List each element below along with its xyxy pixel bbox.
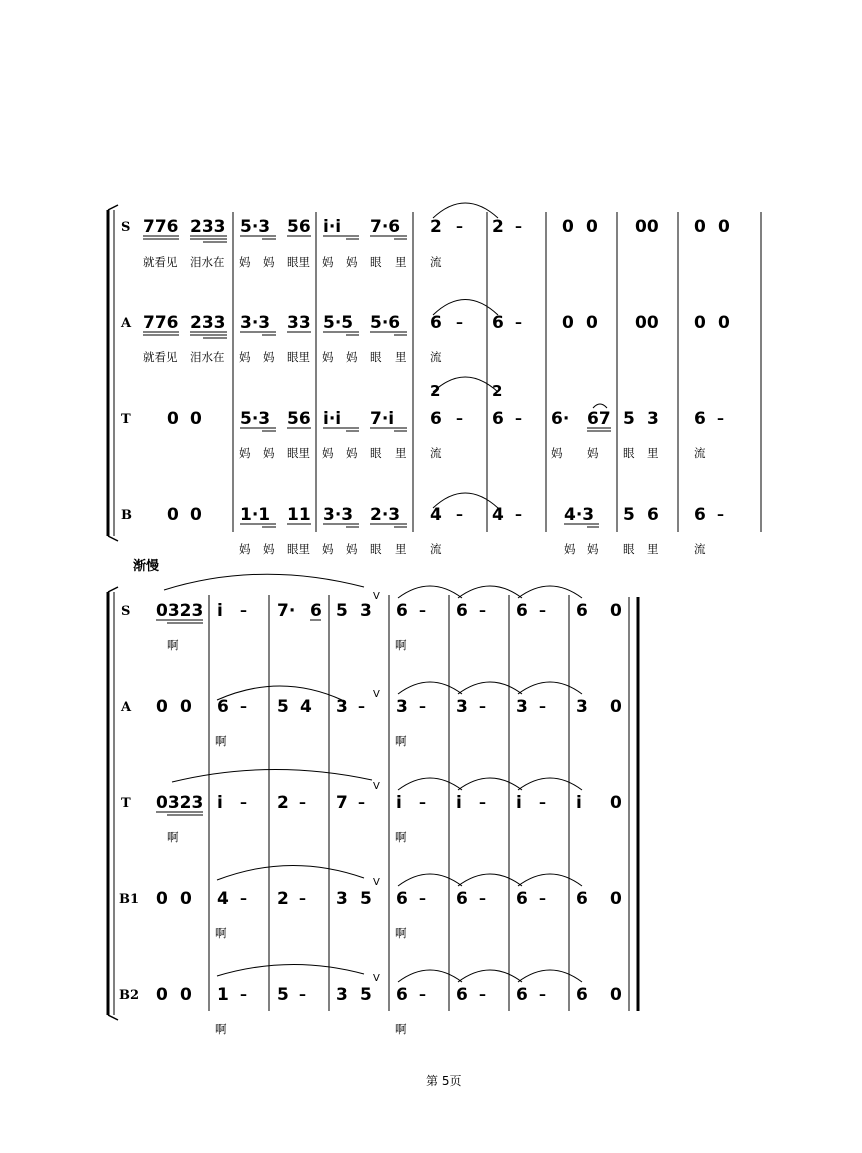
note: 6 — [694, 505, 706, 525]
lyric: 眼 — [370, 542, 382, 556]
note: 2 — [492, 217, 504, 237]
note: 5·3 — [240, 217, 271, 237]
tempo-marking: 渐慢 — [133, 559, 160, 574]
note: 67 — [587, 409, 611, 429]
note: 0 — [180, 985, 192, 1005]
note-dash: – — [479, 699, 486, 715]
note: 776 — [143, 313, 179, 333]
note: i — [396, 793, 402, 813]
lyric: 里 — [395, 542, 407, 556]
note: 6 — [217, 697, 229, 717]
note: 5 — [336, 601, 348, 621]
note: 6 — [492, 409, 504, 429]
note: 0 — [190, 505, 202, 525]
note-dash: – — [479, 603, 486, 619]
lyric: 妈 — [587, 542, 599, 556]
note-dash: – — [515, 219, 522, 235]
lyric: 啊 — [395, 638, 407, 652]
note: 0323 — [156, 793, 204, 813]
note: 3 — [576, 697, 588, 717]
note: 6 — [694, 409, 706, 429]
note: 1·1 — [240, 505, 271, 525]
lyric: 流 — [430, 542, 442, 556]
lyric: 妈 — [239, 255, 251, 269]
note-dash: – — [419, 699, 426, 715]
note: 1 — [217, 985, 229, 1005]
note: 0 — [718, 313, 730, 333]
lyric: 流 — [430, 255, 442, 269]
note: 2 — [277, 793, 289, 813]
note-dash: – — [299, 891, 306, 907]
note: 4 — [217, 889, 229, 909]
lyric: 泪水在 — [190, 350, 225, 364]
note: 0 — [586, 217, 598, 237]
note: 0 — [156, 889, 168, 909]
lyric: 妈 — [263, 255, 275, 269]
lyric: 妈 — [587, 446, 599, 460]
note: 2 — [277, 889, 289, 909]
note: 3 — [360, 601, 372, 621]
lyric: 流 — [430, 350, 442, 364]
note: 0 — [586, 313, 598, 333]
note: 6 — [456, 985, 468, 1005]
note: 33 — [287, 313, 311, 333]
lyric: 啊 — [395, 830, 407, 844]
note: 6 — [396, 601, 408, 621]
note: 0 — [562, 217, 574, 237]
lyric: 妈 — [551, 446, 563, 460]
note: 0 — [694, 313, 706, 333]
note-dash: – — [479, 891, 486, 907]
note: 4·3 — [564, 505, 595, 525]
lyric: 妈 — [239, 542, 251, 556]
note-dash: – — [717, 411, 724, 427]
lyric: 眼里 — [287, 446, 310, 460]
note: i — [217, 601, 223, 621]
lyric: 啊 — [395, 734, 407, 748]
note: 6 — [576, 601, 588, 621]
lyric: 妈 — [322, 255, 334, 269]
lyric: 妈 — [263, 542, 275, 556]
lyric: 啊 — [395, 926, 407, 940]
lyric: 啊 — [167, 830, 179, 844]
note: i — [576, 793, 582, 813]
voice-label-B2: B2 — [119, 988, 140, 1003]
note: 7 — [336, 793, 348, 813]
note: 5·3 — [240, 409, 271, 429]
note: 0 — [610, 985, 622, 1005]
lyric: 啊 — [395, 1022, 407, 1036]
note: 6 — [396, 889, 408, 909]
note: 5 — [277, 697, 289, 717]
note: 6 — [456, 889, 468, 909]
lyric: 妈 — [263, 350, 275, 364]
voice-label-A: A — [121, 700, 132, 715]
note-upper: 2 — [430, 382, 441, 400]
note-dash: – — [539, 603, 546, 619]
note-dash: – — [456, 507, 463, 523]
note-dash: – — [358, 699, 365, 715]
note: 00 — [635, 313, 659, 333]
note: 0 — [610, 889, 622, 909]
note: i — [456, 793, 462, 813]
note: 5 — [623, 409, 635, 429]
note: 4 — [492, 505, 504, 525]
lyric: 眼 — [370, 350, 382, 364]
lyric: 啊 — [215, 1022, 227, 1036]
lyric: 妈 — [346, 446, 358, 460]
note: 6 — [492, 313, 504, 333]
note: 6 — [516, 985, 528, 1005]
lyric: 泪水在 — [190, 255, 225, 269]
lyric: 里 — [395, 446, 407, 460]
note: 3 — [516, 697, 528, 717]
note: 7·i — [370, 409, 395, 429]
note: 5 — [360, 889, 372, 909]
note-dash: – — [358, 795, 365, 811]
note: 4 — [300, 697, 312, 717]
lyric: 妈 — [322, 350, 334, 364]
lyric: 妈 — [564, 542, 576, 556]
note: 0 — [610, 601, 622, 621]
note: 6 — [430, 313, 442, 333]
lyric: 里 — [395, 255, 407, 269]
lyric: 就看见 — [143, 350, 178, 364]
note: 3 — [336, 697, 348, 717]
note: 6 — [516, 889, 528, 909]
lyric: 眼 — [370, 255, 382, 269]
lyric: 流 — [694, 542, 706, 556]
note-dash: – — [479, 795, 486, 811]
note: 6 — [396, 985, 408, 1005]
note: 233 — [190, 217, 226, 237]
note: 3 — [336, 985, 348, 1005]
note-dash: – — [240, 795, 247, 811]
note: 0 — [610, 697, 622, 717]
note-dash: – — [539, 795, 546, 811]
breath-mark: V — [373, 973, 380, 984]
note: 0 — [562, 313, 574, 333]
note: 0 — [167, 409, 179, 429]
lyric: 眼里 — [287, 350, 310, 364]
note: 0 — [190, 409, 202, 429]
note: i·i — [323, 409, 342, 429]
voice-label-A: A — [121, 316, 132, 331]
voice-label-T: T — [121, 412, 131, 427]
breath-mark: V — [373, 689, 380, 700]
note-dash: – — [539, 891, 546, 907]
note: 0 — [718, 217, 730, 237]
note: 5·6 — [370, 313, 401, 333]
note: 0 — [610, 793, 622, 813]
note: 5 — [623, 505, 635, 525]
lyric: 眼 — [370, 446, 382, 460]
note-dash: – — [515, 411, 522, 427]
note: 233 — [190, 313, 226, 333]
note: 7· — [277, 601, 296, 621]
note-dash: – — [456, 219, 463, 235]
note-dash: – — [419, 795, 426, 811]
note: 3·3 — [323, 505, 354, 525]
note-dash: – — [479, 987, 486, 1003]
note-dash: – — [419, 603, 426, 619]
lyric: 妈 — [239, 446, 251, 460]
note: 6 — [456, 601, 468, 621]
lyric: 妈 — [239, 350, 251, 364]
note: 6 — [310, 601, 322, 621]
note: 6 — [647, 505, 659, 525]
lyric: 就看见 — [143, 255, 178, 269]
lyric: 妈 — [346, 255, 358, 269]
note-dash: – — [240, 699, 247, 715]
lyric: 眼里 — [287, 255, 310, 269]
note: 0 — [156, 985, 168, 1005]
note-dash: – — [515, 315, 522, 331]
lyric: 流 — [430, 446, 442, 460]
note: 0 — [694, 217, 706, 237]
note-dash: – — [456, 411, 463, 427]
note-dash: – — [240, 987, 247, 1003]
breath-mark: V — [373, 781, 380, 792]
note: i — [217, 793, 223, 813]
note: i·i — [323, 217, 342, 237]
note: 0323 — [156, 601, 204, 621]
voice-label-T: T — [121, 796, 131, 811]
page-number: 第 5页 — [426, 1074, 462, 1088]
note-dash: – — [419, 987, 426, 1003]
note-dash: – — [539, 987, 546, 1003]
lyric: 妈 — [322, 446, 334, 460]
lyric: 里 — [647, 446, 659, 460]
note: i — [516, 793, 522, 813]
note-dash: – — [539, 699, 546, 715]
note: 6 — [430, 409, 442, 429]
note: 0 — [180, 697, 192, 717]
lyric: 眼 — [623, 542, 635, 556]
note: 3 — [396, 697, 408, 717]
lyric: 妈 — [322, 542, 334, 556]
note-upper: 2 — [492, 382, 503, 400]
note-dash: – — [717, 507, 724, 523]
note: 2·3 — [370, 505, 401, 525]
note: 56 — [287, 217, 311, 237]
note-dash: – — [299, 987, 306, 1003]
lyric: 妈 — [346, 542, 358, 556]
lyric: 妈 — [263, 446, 275, 460]
voice-label-S: S — [121, 604, 131, 619]
note: 5 — [360, 985, 372, 1005]
note: 6 — [516, 601, 528, 621]
note: 6 — [576, 889, 588, 909]
note: 7·6 — [370, 217, 401, 237]
lyric: 啊 — [215, 926, 227, 940]
voice-label-S: S — [121, 220, 131, 235]
note: 56 — [287, 409, 311, 429]
note: 11 — [287, 505, 311, 525]
note: 5 — [277, 985, 289, 1005]
voice-label-B1: B1 — [119, 892, 140, 907]
note-dash: – — [419, 891, 426, 907]
note: 3·3 — [240, 313, 271, 333]
lyric: 流 — [694, 446, 706, 460]
lyric: 里 — [395, 350, 407, 364]
note: 0 — [167, 505, 179, 525]
note: 2 — [430, 217, 442, 237]
note: 776 — [143, 217, 179, 237]
note-dash: – — [299, 795, 306, 811]
note: 4 — [430, 505, 442, 525]
note-dash: – — [240, 891, 247, 907]
note-dash: – — [515, 507, 522, 523]
lyric: 里 — [647, 542, 659, 556]
breath-mark: V — [373, 877, 380, 888]
note: 00 — [635, 217, 659, 237]
note: 0 — [156, 697, 168, 717]
note: 3 — [336, 889, 348, 909]
note-dash: – — [240, 603, 247, 619]
note: 3 — [456, 697, 468, 717]
note: 6· — [551, 409, 570, 429]
note: 6 — [576, 985, 588, 1005]
breath-mark: V — [373, 591, 380, 602]
note: 0 — [180, 889, 192, 909]
lyric: 妈 — [346, 350, 358, 364]
note-dash: – — [456, 315, 463, 331]
lyric: 啊 — [215, 734, 227, 748]
voice-label-B: B — [121, 508, 132, 523]
note: 5·5 — [323, 313, 354, 333]
lyric: 啊 — [167, 638, 179, 652]
lyric: 眼里 — [287, 542, 310, 556]
lyric: 眼 — [623, 446, 635, 460]
note: 3 — [647, 409, 659, 429]
